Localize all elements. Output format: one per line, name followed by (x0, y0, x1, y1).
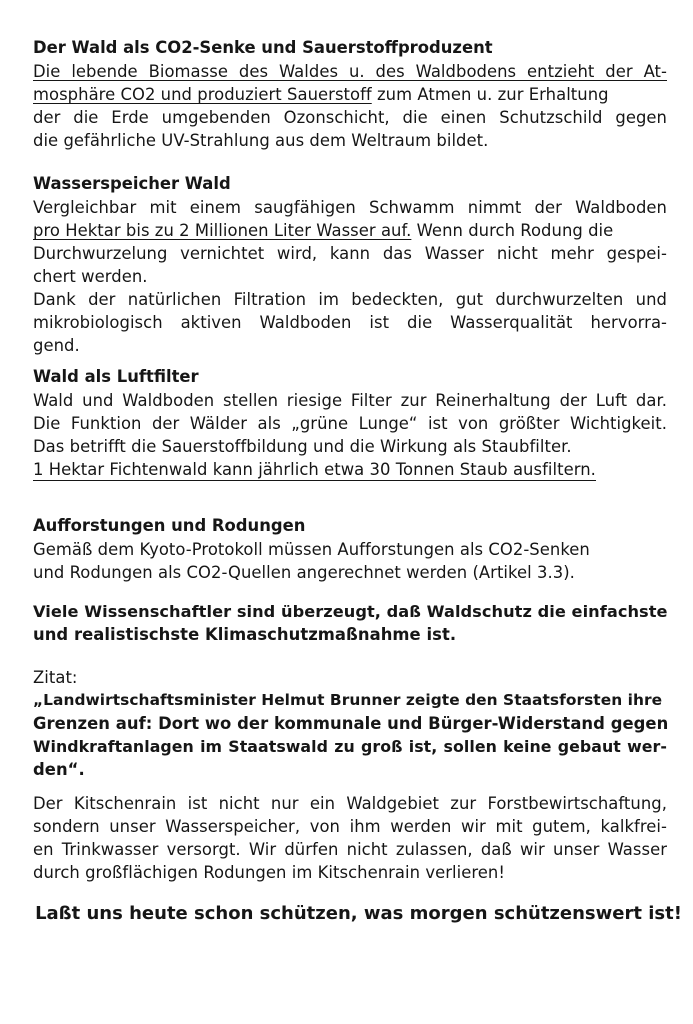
text-line: Vergleichbar mit einem saugfähigen Schwamm nimmt der Waldboden (33, 198, 667, 217)
text-span: zum Atmen u. zur Erhaltung (371, 85, 609, 104)
text-span: Wenn durch Rodung die (411, 221, 614, 240)
text-line: Dank der natürlichen Filtration im bedeckten, gut durchwurzelten und (33, 290, 667, 309)
text-line: durch großflächigen Rodungen im Kitschenrain verlieren! (33, 863, 505, 882)
text-line: Das betrifft die Sauerstoffbildung und die Wirkung als Staubfilter. (33, 437, 572, 456)
text-line (33, 458, 667, 481)
text-line: Wald und Waldboden stellen riesige Filter zur Reinerhaltung der Luft dar. (33, 391, 667, 410)
text-line: den“. (33, 760, 85, 779)
section-statement (33, 600, 667, 646)
text-line: und Rodungen als CO2-Quellen angerechnet werden (Artikel 3.3). (33, 563, 575, 582)
section-heading: Der Wald als CO2-Senke und Sauerstoffproduzent (33, 38, 493, 57)
text-line: Viele Wissenschaftler sind überzeugt, daß Waldschutz die einfachste (33, 602, 668, 621)
text-line: Die lebende Biomasse des Waldes u. des Waldbodens entzieht der At- (33, 62, 667, 81)
closing-slogan: Laßt uns heute schon schützen, was morgen schützenswert ist! (35, 903, 682, 924)
section-luftfilter (33, 365, 667, 481)
section-kitschenrain (33, 792, 667, 884)
section-heading: Wasserspeicher Wald (33, 174, 231, 193)
text-line: chert werden. (33, 267, 148, 286)
text-line: Windkraftanlagen im Staatswald zu groß ist, sollen keine gebaut wer- (33, 737, 667, 756)
text-line: die gefährliche UV-Strahlung aus dem Weltraum bildet. (33, 131, 489, 150)
text-line (33, 219, 667, 242)
underlined-phrase: mosphäre CO2 und produziert Sauerstoff (33, 85, 372, 104)
text-line: mikrobiologisch aktiven Waldboden ist die Wasserqualität hervorra- (33, 313, 667, 332)
section-heading: Wald als Luftfilter (33, 367, 199, 386)
underlined-phrase: 1 Hektar Fichtenwald kann jährlich etwa 30 Tonnen Staub ausfiltern. (33, 460, 596, 479)
section-wasserspeicher (33, 172, 667, 357)
text-line: „Landwirtschaftsminister Helmut Brunner zeigte den Staatsforsten ihre (33, 691, 663, 709)
text-line: Grenzen auf: Dort wo der kommunale und Bürger-Widerstand gegen (33, 714, 669, 733)
text-line: Durchwurzelung vernichtet wird, kann das Wasser nicht mehr gespei- (33, 244, 667, 263)
text-line: der die Erde umgebenden Ozonschicht, die einen Schutzschild gegen (33, 108, 667, 127)
section-heading: Aufforstungen und Rodungen (33, 516, 306, 535)
section-aufforstungen (33, 514, 667, 584)
text-line: en Trinkwasser versorgt. Wir dürfen nicht zulassen, daß wir unser Wasser (33, 840, 667, 859)
text-line: und realistischste Klimaschutzmaßnahme ist. (33, 625, 457, 644)
text-line: Der Kitschenrain ist nicht nur ein Waldgebiet zur Forstbewirtschaftung, (33, 794, 667, 813)
text-line: gend. (33, 336, 80, 355)
text-line: Gemäß dem Kyoto-Protokoll müssen Aufforstungen als CO2-Senken (33, 540, 590, 559)
text-line: sondern unser Wasserspeicher, von ihm werden wir mit gutem, kalkfrei- (33, 817, 667, 836)
quote-label: Zitat: (33, 668, 78, 687)
text-line (33, 83, 667, 106)
underlined-phrase: pro Hektar bis zu 2 Millionen Liter Wasser auf. (33, 221, 412, 240)
section-zitat (33, 666, 667, 781)
text-line: Die Funktion der Wälder als „grüne Lunge“ ist von größter Wichtigkeit. (33, 414, 667, 433)
section-co2-senke (33, 36, 667, 152)
